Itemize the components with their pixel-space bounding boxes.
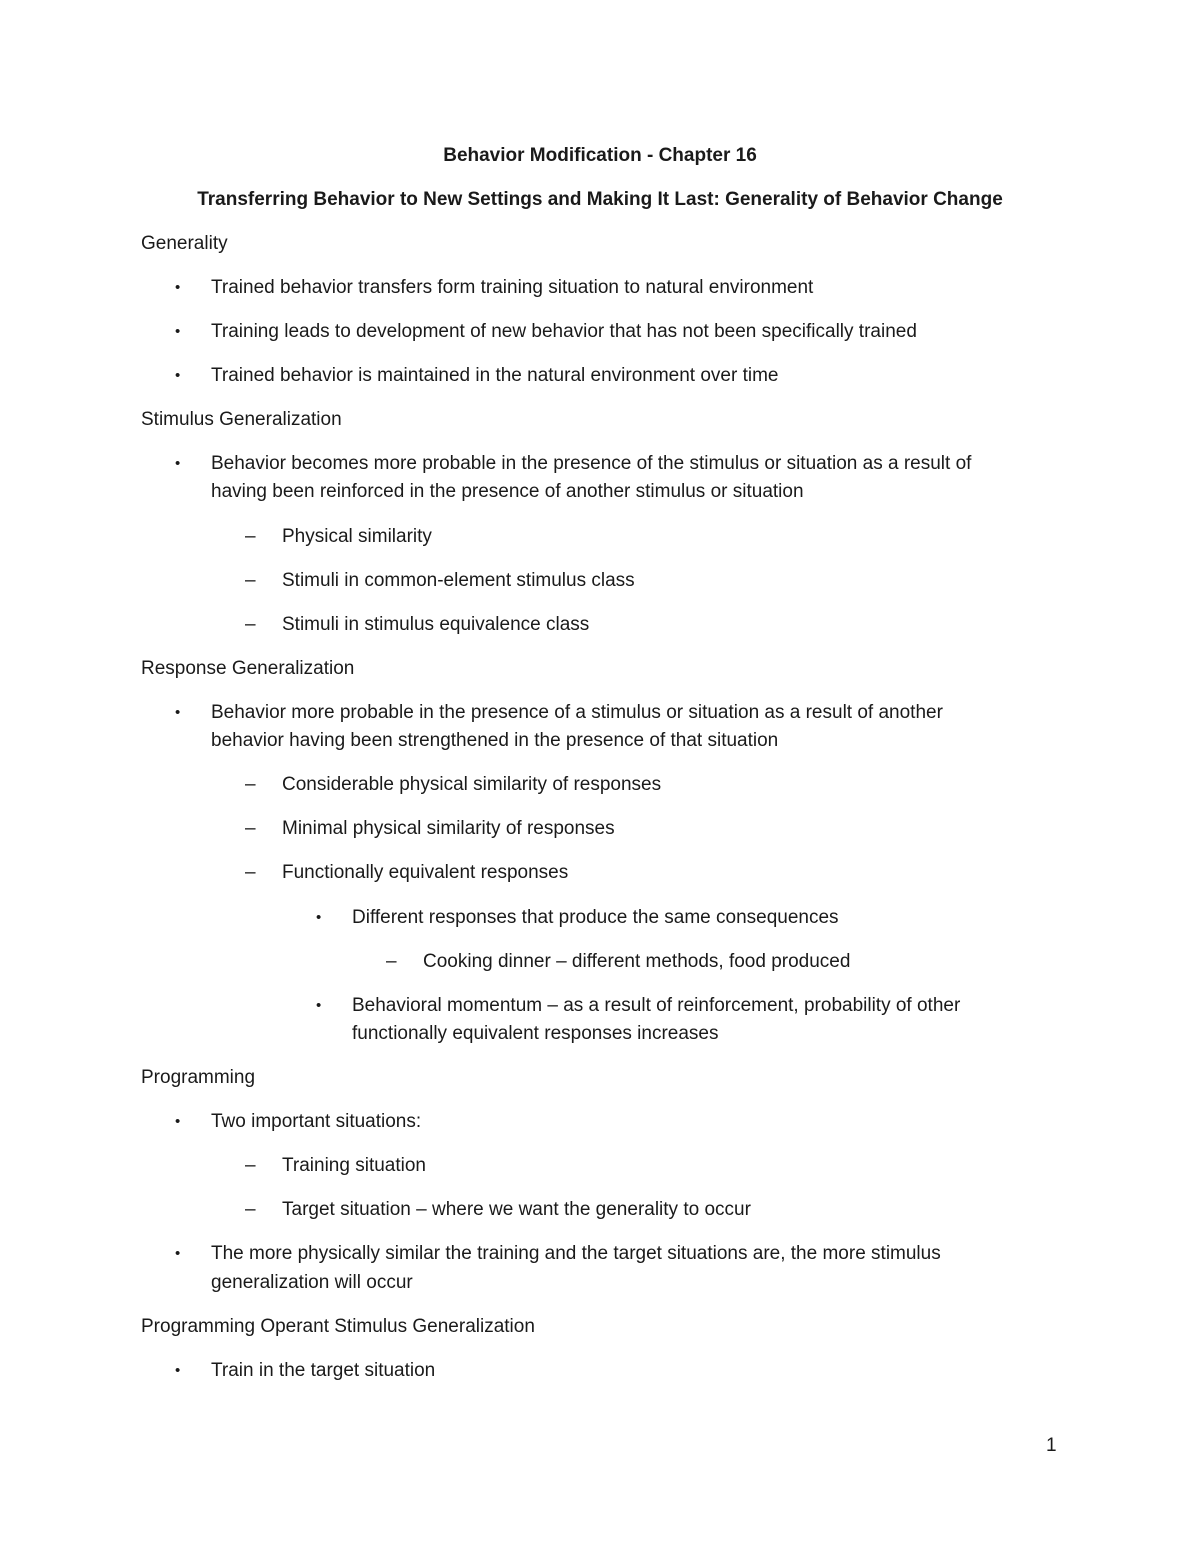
bullet-icon: • <box>175 1245 181 1262</box>
sub-list-item: Physical similarity <box>282 526 432 547</box>
dash-icon: – <box>245 614 256 635</box>
list-item: Two important situations: <box>211 1111 422 1132</box>
bullet-icon: • <box>175 1113 181 1130</box>
dash-icon: – <box>245 1199 256 1220</box>
section-heading-response-generalization: Response Generalization <box>141 658 355 679</box>
list-item-line: Behavior more probable in the presence of a stimulus or situation as a result of another <box>211 702 943 723</box>
document-subtitle: Transferring Behavior to New Settings and Making It Last: Generality of Behavior Change <box>197 189 1003 210</box>
dash-icon: – <box>386 951 397 972</box>
page-number: 1 <box>1046 1435 1057 1456</box>
list-item-line: having been reinforced in the presence of another stimulus or situation <box>211 481 804 502</box>
sub-sub-sub-list-item: Cooking dinner – different methods, food produced <box>423 951 851 972</box>
bullet-icon: • <box>316 909 322 926</box>
sub-list-item: Minimal physical similarity of responses <box>282 818 615 839</box>
sub-list-item: Considerable physical similarity of responses <box>282 774 662 795</box>
bullet-icon: • <box>175 279 181 296</box>
list-item-line: generalization will occur <box>211 1272 413 1293</box>
dash-icon: – <box>245 862 256 883</box>
list-item-line: behavior having been strengthened in the presence of that situation <box>211 730 779 751</box>
bullet-icon: • <box>175 704 181 721</box>
section-heading-generality: Generality <box>141 233 228 254</box>
sub-sub-list-item-line: functionally equivalent responses increases <box>352 1023 719 1044</box>
list-item: Train in the target situation <box>211 1360 436 1381</box>
list-item: Training leads to development of new behavior that has not been specifically trained <box>211 321 917 342</box>
dash-icon: – <box>245 570 256 591</box>
sub-sub-list-item: Different responses that produce the same consequences <box>352 907 839 928</box>
bullet-icon: • <box>175 455 181 472</box>
list-item-line: The more physically similar the training and the target situations are, the more stimulus <box>211 1243 941 1264</box>
sub-sub-list-item-line: Behavioral momentum – as a result of reinforcement, probability of other <box>352 995 961 1016</box>
sub-list-item: Target situation – where we want the generality to occur <box>282 1199 751 1220</box>
bullet-icon: • <box>175 1362 181 1379</box>
dash-icon: – <box>245 1155 256 1176</box>
section-heading-stimulus-generalization: Stimulus Generalization <box>141 409 342 430</box>
list-item: Trained behavior transfers form training situation to natural environment <box>211 277 814 298</box>
sub-list-item: Stimuli in stimulus equivalence class <box>282 614 590 635</box>
sub-list-item: Training situation <box>282 1155 426 1176</box>
section-heading-programming: Programming <box>141 1067 256 1088</box>
list-item: Trained behavior is maintained in the natural environment over time <box>211 365 779 386</box>
bullet-icon: • <box>175 323 181 340</box>
dash-icon: – <box>245 818 256 839</box>
bullet-icon: • <box>175 367 181 384</box>
dash-icon: – <box>245 774 256 795</box>
bullet-icon: • <box>316 997 322 1014</box>
sub-list-item: Functionally equivalent responses <box>282 862 569 883</box>
sub-list-item: Stimuli in common-element stimulus class <box>282 570 635 591</box>
dash-icon: – <box>245 526 256 547</box>
section-heading-programming-operant: Programming Operant Stimulus Generalization <box>141 1316 535 1337</box>
document-title: Behavior Modification - Chapter 16 <box>443 145 757 166</box>
list-item-line: Behavior becomes more probable in the presence of the stimulus or situation as a result of <box>211 453 972 474</box>
